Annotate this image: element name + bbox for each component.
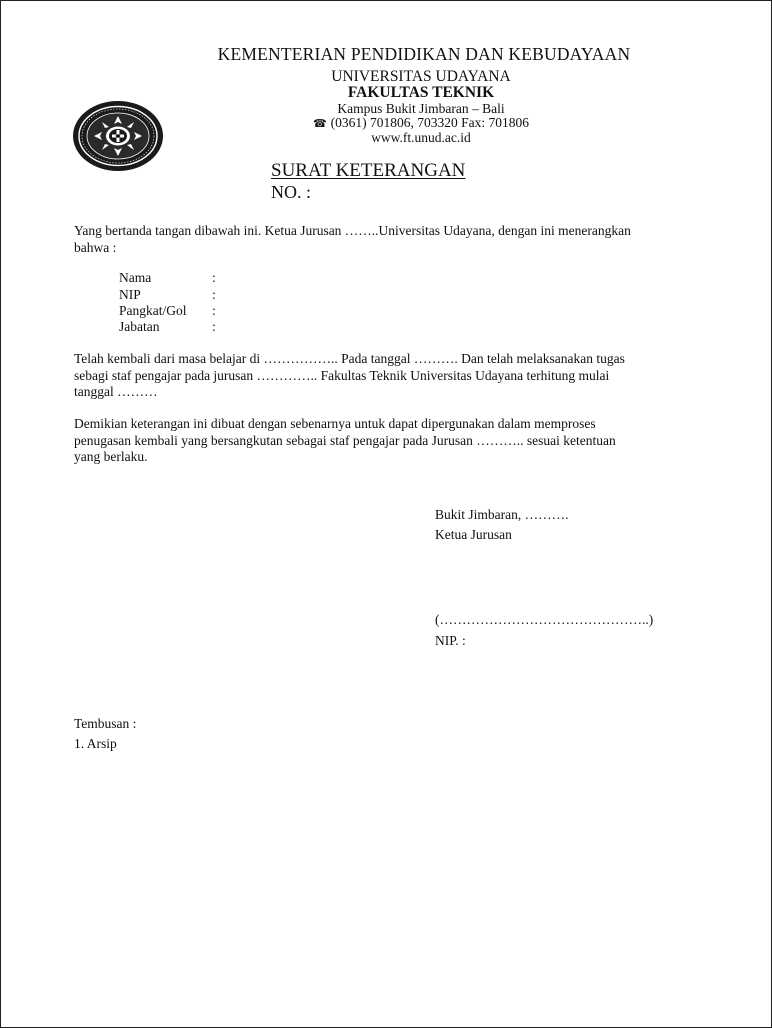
signature-name-placeholder: (………………………………………..) bbox=[435, 612, 654, 627]
letter-number: NO. : bbox=[271, 182, 311, 202]
paragraph-line: bahwa : bbox=[74, 239, 117, 255]
field-colon: : bbox=[212, 270, 216, 285]
field-label-pangkat: Pangkat/Gol bbox=[119, 303, 187, 318]
paragraph-line: yang berlaku. bbox=[74, 449, 148, 464]
phone-fax: (0361) 701806, 703320 Fax: 701806 bbox=[330, 115, 530, 130]
field-label-jabatan: Jabatan bbox=[119, 319, 160, 334]
paragraph-line: Demikian keterangan ini dibuat dengan sebenarnya untuk dapat dipergunakan dalam memproses bbox=[74, 416, 596, 431]
paragraph-line: Yang bertanda tangan dibawah ini. Ketua Jurusan ……..Universitas Udayana, dengan ini menerangkan bbox=[74, 223, 631, 238]
website: www.ft.unud.ac.id bbox=[371, 130, 471, 145]
paragraph-line: tanggal ……… bbox=[74, 384, 158, 399]
body-paragraph-1 bbox=[74, 351, 714, 401]
field-label-nama: Nama bbox=[119, 270, 152, 285]
body-paragraph-2 bbox=[74, 416, 714, 466]
signature-nip: NIP. : bbox=[435, 633, 466, 648]
contact-line bbox=[0, 115, 772, 131]
university-name: UNIVERSITAS UDAYANA bbox=[331, 68, 511, 85]
letter-title: SURAT KETERANGAN bbox=[271, 160, 466, 181]
campus-address: Kampus Bukit Jimbaran – Bali bbox=[337, 101, 505, 116]
copies-item: 1. Arsip bbox=[74, 736, 117, 751]
faculty-name: FAKULTAS TEKNIK bbox=[347, 84, 495, 101]
signature-position: Ketua Jurusan bbox=[435, 527, 512, 542]
field-colon: : bbox=[212, 303, 216, 318]
paragraph-line: sebagi staf pengajar pada jurusan ………….. Fakultas Teknik Universitas Udayana terhitung mulai bbox=[74, 367, 610, 383]
signature-place-date: Bukit Jimbaran, ………. bbox=[435, 507, 569, 522]
field-colon: : bbox=[212, 287, 216, 302]
ministry-name: KEMENTERIAN PENDIDIKAN DAN KEBUDAYAAN bbox=[217, 44, 631, 64]
copies-label: Tembusan : bbox=[74, 716, 137, 731]
phone-icon: ☎ bbox=[312, 117, 327, 130]
field-colon: : bbox=[212, 319, 216, 334]
intro-paragraph bbox=[74, 223, 714, 256]
paragraph-line: penugasan kembali yang bersangkutan sebagai staf pengajar pada Jurusan ……….. sesuai ketentuan bbox=[74, 432, 616, 448]
field-label-nip: NIP bbox=[119, 287, 141, 302]
paragraph-line: Telah kembali dari masa belajar di …………….. Pada tanggal ………. Dan telah melaksanakan tugas bbox=[74, 351, 625, 366]
